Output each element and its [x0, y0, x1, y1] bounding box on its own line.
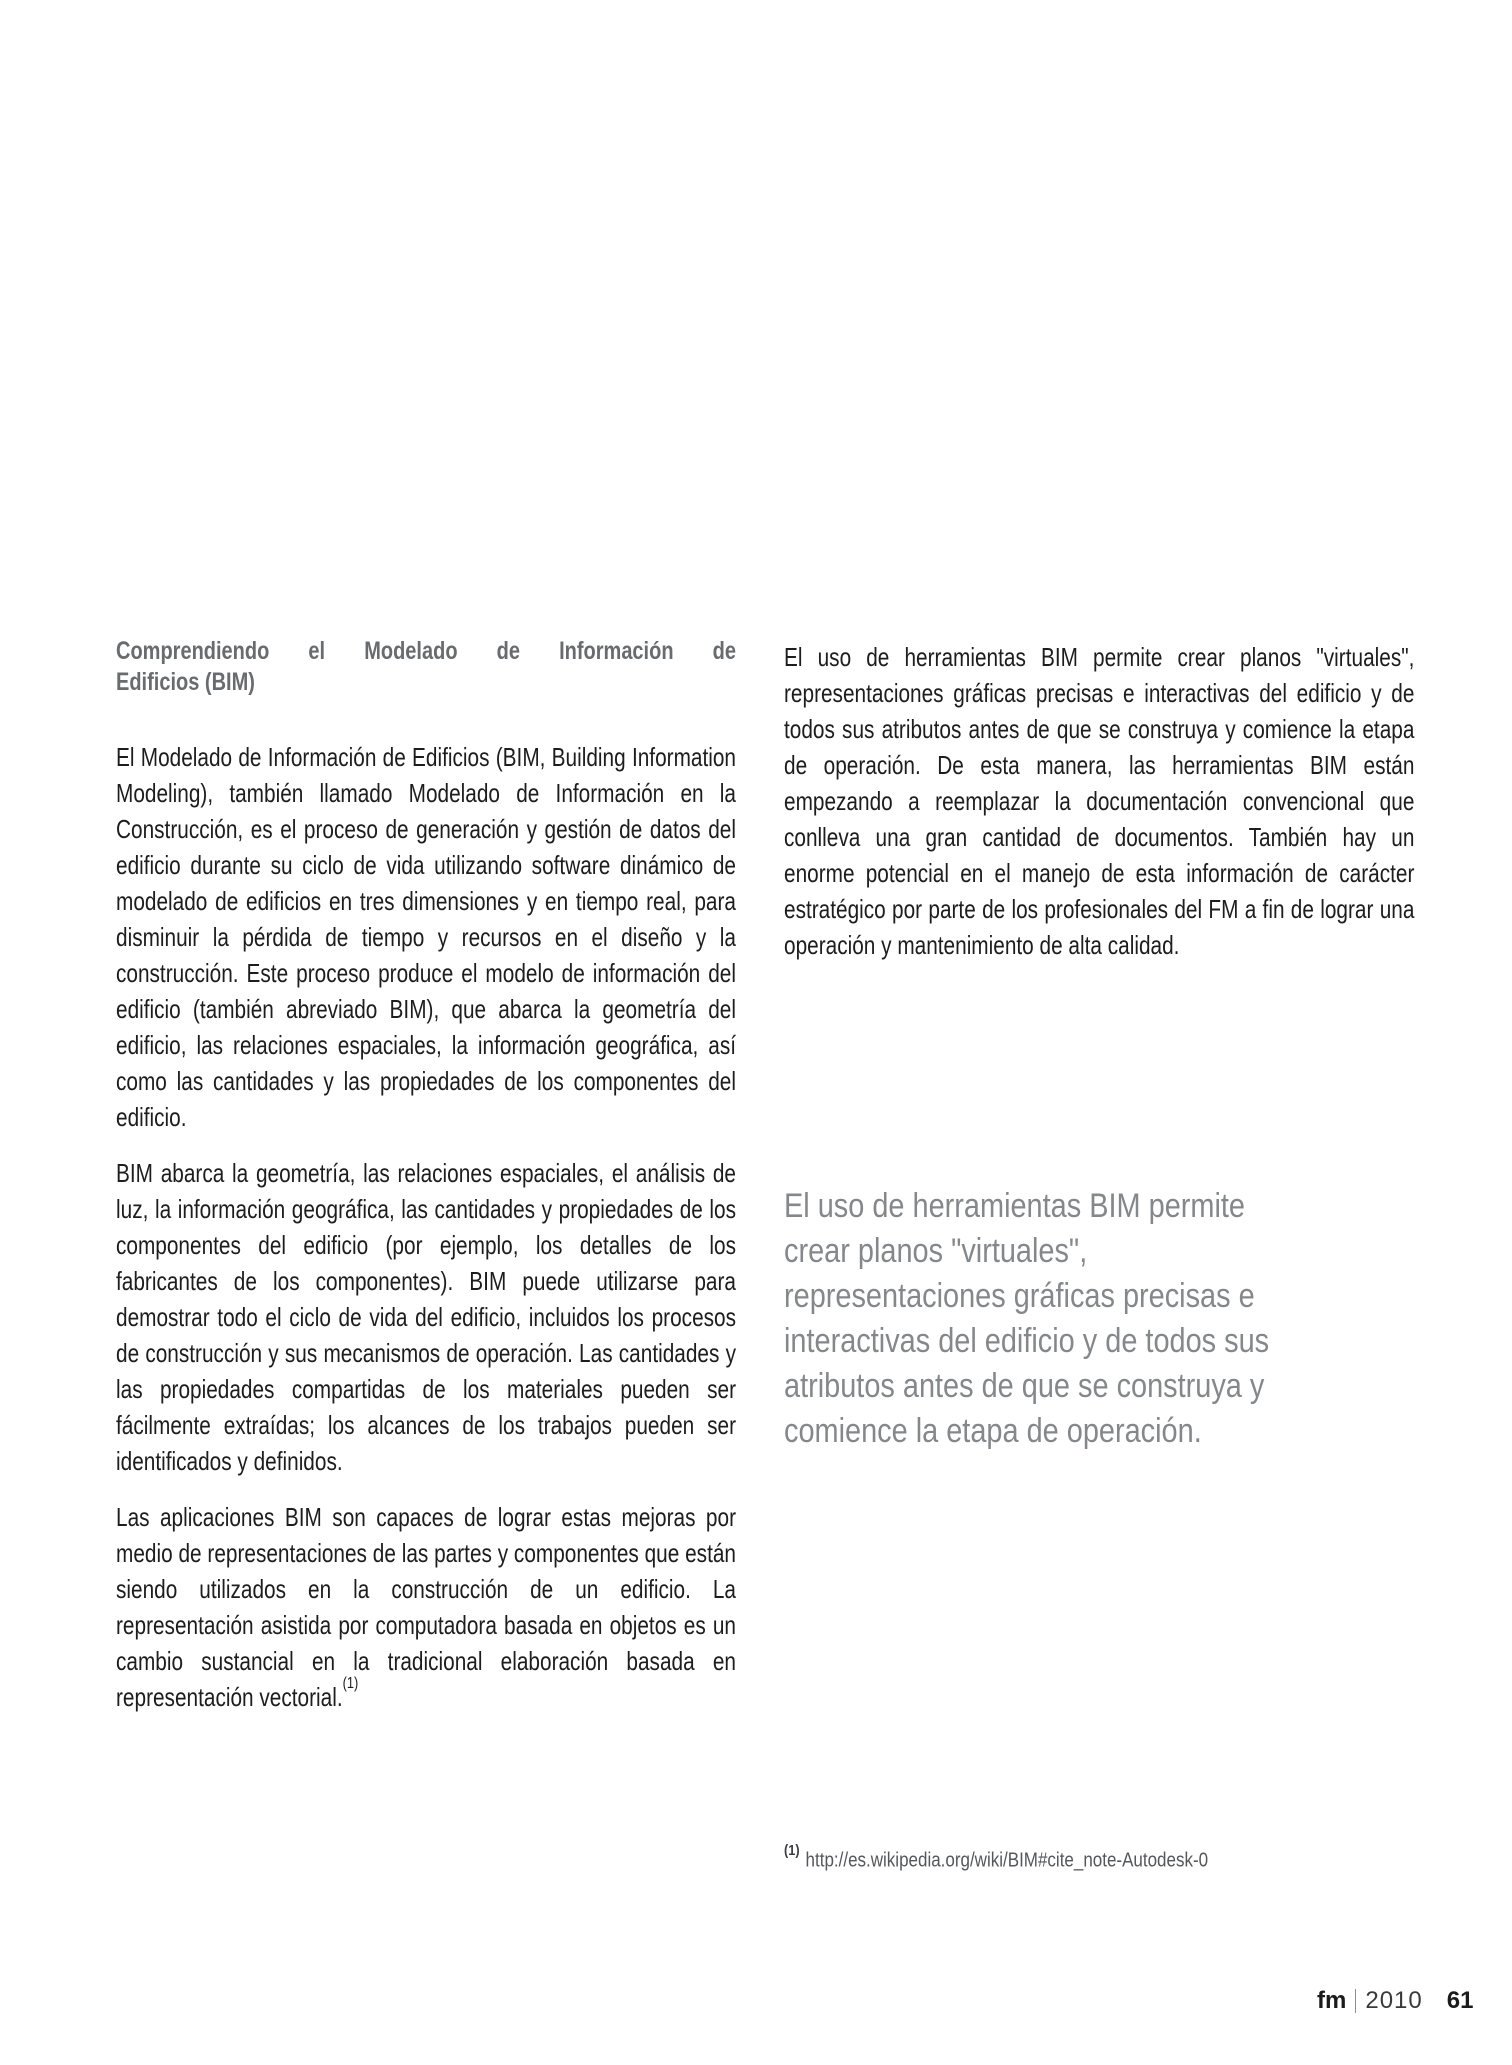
body-paragraph-3-text: Las aplicaciones BIM son capaces de lograr estas mejoras por medio de representaciones de las partes y componentes que están siendo utilizados en la construcción de un edificio. La representación asistida por computadora basada en objetos es un cambio sustancial en la tradicional elaboración basada en representación vectorial.	[116, 1502, 736, 1712]
pull-quote-line: representaciones gráficas precisas e	[784, 1277, 1255, 1315]
left-column	[116, 636, 736, 1715]
pull-quote-line: interactivas del edificio y de todos sus	[784, 1322, 1270, 1360]
body-paragraph-1: El Modelado de Información de Edificios (BIM, Building Information Modeling), también llamado Modelado de Información en la Construcción, es el proceso de generación y gestión de datos del edificio durante su ciclo de vida utilizando software dinámico de modelado de edificios en tres dimensiones y en tiempo real, para disminuir la pérdida de tiempo y recursos en el diseño y la construcción. Este proceso produce el modelo de información del edificio (también abreviado BIM), que abarca la geometría del edificio, las relaciones espaciales, la información geográfica, así como las cantidades y las propiedades de los componentes del edificio.	[116, 742, 736, 1132]
body-paragraph-3	[116, 1499, 736, 1715]
section-heading	[116, 636, 736, 698]
pull-quote-line: atributos antes de que se construya y	[784, 1367, 1265, 1405]
pull-quote-line: El uso de herramientas BIM permite	[784, 1187, 1245, 1225]
body-paragraph-2: BIM abarca la geometría, las relaciones espaciales, el análisis de luz, la información geográfica, las cantidades y propiedades de los componentes del edificio (por ejemplo, los detalles de los fabricantes de los componentes). BIM puede utilizarse para demostrar todo el ciclo de vida del edificio, incluidos los procesos de construcción y sus mecanismos de operación. Las cantidades y las propiedades compartidas de los materiales pueden ser fácilmente extraídas; los alcances de los trabajos pueden ser identificados y definidos.	[116, 1158, 736, 1476]
body-paragraph-right: El uso de herramientas BIM permite crear planos "virtuales", representaciones gráficas precisas e interactivas del edificio y de todos sus atributos antes de que se construya y comience la etapa de operación. De esta manera, las herramientas BIM están empezando a reemplazar la documentación convencional que conlleva una gran cantidad de documentos. También hay un enorme potencial en el manejo de esta información de carácter estratégico por parte de los profesionales del FM a fin de lograr una operación y mantenimiento de alta calidad.	[784, 642, 1415, 960]
section-heading-line-1: Comprendiendo el Modelado de Información de	[116, 637, 736, 665]
footnote-number: (1)	[784, 1842, 800, 1859]
footnote-url: http://es.wikipedia.org/wiki/BIM#cite_note-Autodesk-0	[805, 1849, 1209, 1872]
pull-quote-line: crear planos "virtuales",	[784, 1232, 1088, 1270]
journal-name: fm	[1317, 1987, 1347, 2014]
footer-divider	[1355, 1989, 1356, 2013]
pull-quote	[784, 1184, 1498, 1454]
section-heading-line-2: Edificios (BIM)	[116, 668, 255, 696]
footer-year: 2010	[1365, 1987, 1423, 2014]
page-number: 61	[1446, 1987, 1474, 2014]
right-column	[784, 639, 1414, 963]
footnote-reference-marker: (1)	[342, 1675, 359, 1693]
footnote	[784, 1842, 1209, 1873]
pull-quote-line: comience la etapa de operación.	[784, 1412, 1202, 1450]
page-footer	[1317, 1988, 1473, 2014]
